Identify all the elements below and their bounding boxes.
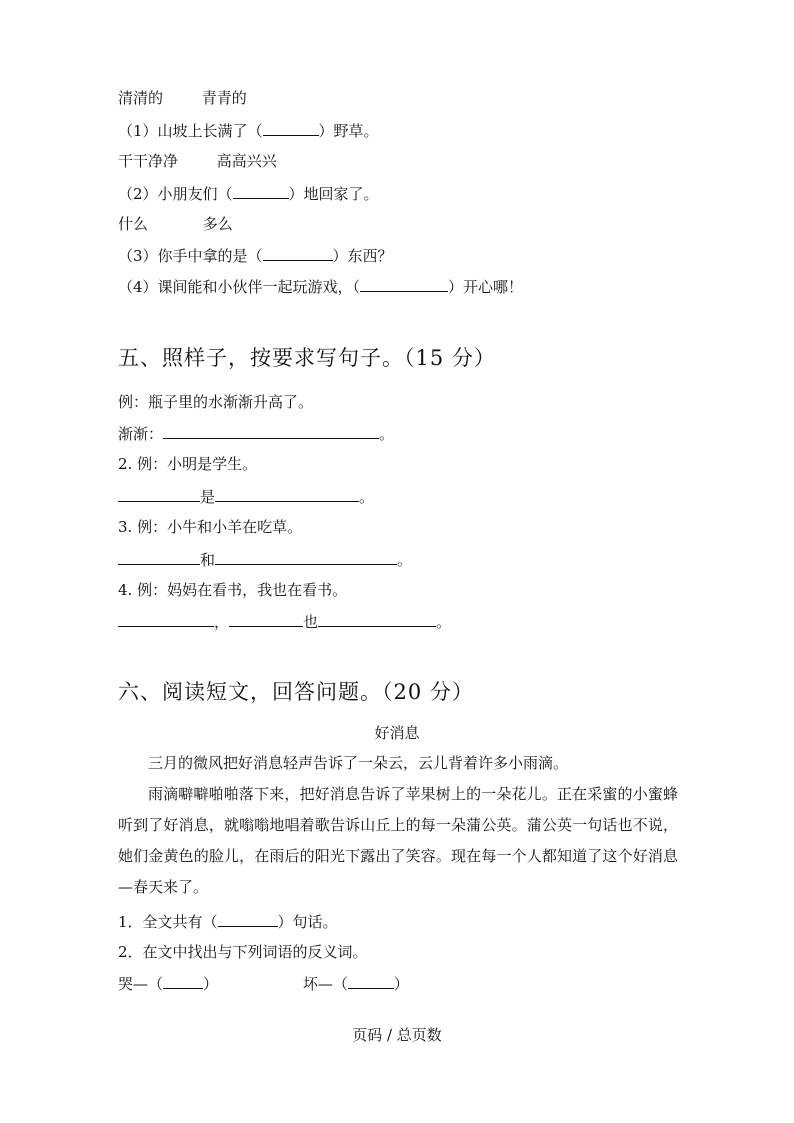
answer-line-1: 渐渐： 。 [118,425,395,443]
fill-sentence-1: （1）山坡上长满了（ ）野草。 [118,122,379,140]
word-option: 青青的 [201,89,247,107]
answer-blank[interactable] [218,911,278,927]
section-5-heading: 五、照样子，按要求写句子。（15 分） [118,346,496,370]
answer-blank[interactable] [360,276,448,292]
page-footer: 页码 / 总页数 [352,1026,442,1044]
word-pair-3 [118,214,233,234]
answer-blank[interactable] [163,423,379,439]
passage-paragraph-2: 雨滴噼噼啪啪落下来，把好消息告诉了苹果树上的一朵花儿。正在采蜜的小蜜蜂听到了好消息，就嗡嗡地唱着歌告诉山丘上的每一朵蒲公英。蒲公英一句话也不说，她们金黄色的脸儿，在雨后的阳光下露出了笑容。现在每一个人都知道了这个好消息—春天来了。 [118,785,678,896]
answer-blank[interactable] [118,611,214,627]
answer-blank[interactable] [263,120,319,136]
question-2: 2．在文中找出与下列词语的反义词。 [118,943,368,961]
section-6-heading: 六、阅读短文，回答问题。（20 分） [118,680,474,704]
passage-paragraph-1: 三月的微风把好消息轻声告诉了一朵云，云儿背着许多小雨滴。 [148,754,569,772]
example-sentence-1: 例：瓶子里的水渐渐升高了。 [118,393,314,411]
answer-blank[interactable] [263,245,333,261]
answer-blank[interactable] [215,549,397,565]
answer-blank[interactable] [348,973,394,989]
word-option: 清清的 [118,89,164,107]
word-option: 干干净净 [118,152,179,170]
answer-blank[interactable] [215,486,359,502]
antonym-answers [118,973,409,994]
question-1: 1．全文共有（ ）句话。 [118,913,338,931]
fill-sentence-2: （2）小朋友们（ ）地回家了。 [118,185,379,203]
answer-blank[interactable] [318,611,436,627]
example-sentence-2: 2. 例：小明是学生。 [118,455,258,473]
word-pair-2 [118,151,277,171]
fill-sentence-3: （3）你手中拿的是（ ）东西？ [118,247,393,265]
example-sentence-4: 4. 例：妈妈在看书，我也在看书。 [118,581,348,599]
answer-blank[interactable] [229,611,303,627]
word-pair-1 [118,88,247,108]
answer-line-3: 和 。 [118,549,412,570]
answer-line-4: ， 也 。 [118,611,451,632]
fill-sentence-4: （4）课间能和小伙伴一起玩游戏，（ ）开心哪！ [118,278,524,296]
answer-blank[interactable] [118,486,200,502]
word-option: 多么 [202,215,233,233]
answer-blank[interactable] [233,183,289,199]
answer-line-2: 是 。 [118,486,374,507]
passage-title: 好消息 [374,724,420,742]
antonym-item-1: 哭—（ ） [118,975,219,993]
answer-blank[interactable] [118,549,200,565]
word-option: 高高兴兴 [216,152,277,170]
word-option: 什么 [118,215,149,233]
antonym-item-2: 坏—（ ） [302,975,409,993]
example-sentence-3: 3. 例：小牛和小羊在吃草。 [118,518,303,536]
answer-blank[interactable] [163,973,203,989]
